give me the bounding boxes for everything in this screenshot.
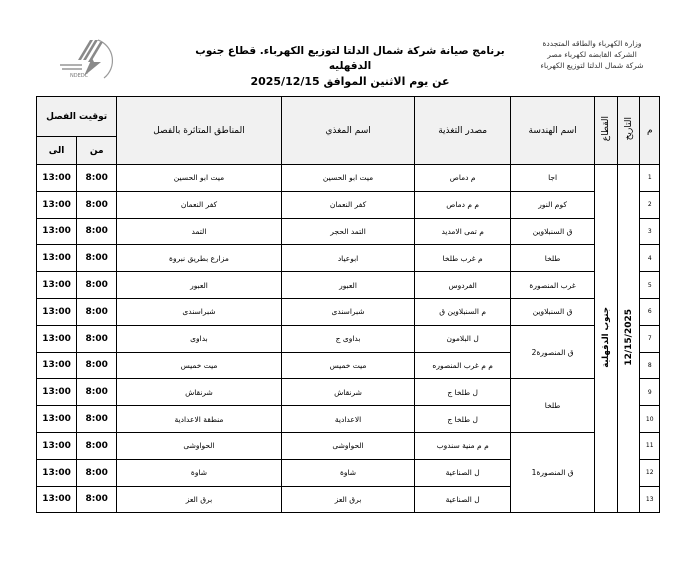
- table-row: [37, 298, 660, 325]
- header-timing: توقيت الفصل: [37, 97, 117, 137]
- header-date-label: التاريخ: [623, 117, 634, 141]
- to-time-cell: 13:00: [37, 432, 77, 459]
- document-title: [180, 44, 520, 89]
- feeder-cell: شبراسندى: [281, 298, 415, 325]
- areas-cell: العبور: [117, 272, 281, 299]
- row-number: 11: [640, 432, 660, 459]
- header-from: من: [77, 137, 117, 165]
- source-cell: ل طلخا ج: [415, 406, 511, 433]
- sector-cell: [595, 165, 618, 513]
- feeder-cell: ميت ابو الحسين: [281, 165, 415, 192]
- ministry-line: وزارة الكهرباء والطاقه المتجددة: [542, 39, 642, 48]
- lightning-logo-icon: [54, 34, 114, 88]
- table-row: [37, 272, 660, 299]
- header-engineering: اسم الهندسة: [510, 97, 594, 165]
- table-row: [37, 191, 660, 218]
- from-time-cell: 8:00: [77, 486, 117, 513]
- engineering-cell: اجا: [510, 165, 594, 192]
- row-number: 2: [640, 191, 660, 218]
- engineering-cell: غرب المنصورة: [510, 272, 594, 299]
- header-num: م: [640, 97, 660, 165]
- areas-cell: الحواوشى: [117, 432, 281, 459]
- engineering-cell: كوم النور: [510, 191, 594, 218]
- table-row: [37, 245, 660, 272]
- engineering-cell: طلخا: [510, 245, 594, 272]
- feeder-cell: ميت خميس: [281, 352, 415, 379]
- table-row: [37, 165, 660, 192]
- from-time-cell: 8:00: [77, 459, 117, 486]
- header-feeder: اسم المغذي: [281, 97, 415, 165]
- to-time-cell: 13:00: [37, 191, 77, 218]
- areas-cell: شبراسندى: [117, 298, 281, 325]
- areas-cell: كفر النعمان: [117, 191, 281, 218]
- areas-cell: شاوة: [117, 459, 281, 486]
- source-cell: م غرب طلخا: [415, 245, 511, 272]
- areas-cell: شرنقاش: [117, 379, 281, 406]
- header-areas: المناطق المتاثرة بالفصل: [117, 97, 281, 165]
- to-time-cell: 13:00: [37, 165, 77, 192]
- row-number: 9: [640, 379, 660, 406]
- row-number: 8: [640, 352, 660, 379]
- row-number: 12: [640, 459, 660, 486]
- engineering-cell: ق المنصورة1: [510, 432, 594, 512]
- feeder-cell: بداوى ج: [281, 325, 415, 352]
- company-logo: [54, 34, 114, 88]
- sector-value: جنوب الدقهلية: [601, 307, 612, 369]
- row-number: 7: [640, 325, 660, 352]
- source-cell: ل البلامون: [415, 325, 511, 352]
- source-cell: م م دماص: [415, 191, 511, 218]
- from-time-cell: 8:00: [77, 245, 117, 272]
- to-time-cell: 13:00: [37, 218, 77, 245]
- from-time-cell: 8:00: [77, 379, 117, 406]
- from-time-cell: 8:00: [77, 298, 117, 325]
- feeder-cell: ابوعياد: [281, 245, 415, 272]
- feeder-cell: شاوة: [281, 459, 415, 486]
- to-time-cell: 13:00: [37, 352, 77, 379]
- feeder-cell: العبور: [281, 272, 415, 299]
- engineering-cell: ق السنبلاوين: [510, 298, 594, 325]
- from-time-cell: 8:00: [77, 272, 117, 299]
- source-cell: م م غرب المنصوره: [415, 352, 511, 379]
- table-row: [37, 325, 660, 352]
- title-line-1: برنامج صيانة شركة شمال الدلتا لتوزيع الكهرباء. قطاع جنوب الدقهليه: [195, 45, 505, 72]
- to-time-cell: 13:00: [37, 379, 77, 406]
- row-number: 13: [640, 486, 660, 513]
- to-time-cell: 13:00: [37, 272, 77, 299]
- row-number: 3: [640, 218, 660, 245]
- from-time-cell: 8:00: [77, 218, 117, 245]
- date-cell: [617, 165, 640, 513]
- header-sector-label: القطاع: [601, 116, 612, 142]
- maintenance-schedule-table: [36, 96, 660, 513]
- row-number: 10: [640, 406, 660, 433]
- row-number: 4: [640, 245, 660, 272]
- areas-cell: التمد: [117, 218, 281, 245]
- feeder-cell: برق العز: [281, 486, 415, 513]
- from-time-cell: 8:00: [77, 406, 117, 433]
- source-cell: ل الصناعية: [415, 486, 511, 513]
- header-source: مصدر التغذية: [415, 97, 511, 165]
- from-time-cell: 8:00: [77, 432, 117, 459]
- areas-cell: منطقة الاعدادية: [117, 406, 281, 433]
- ministry-line: شركة شمال الدلتا لتوزيع الكهرباء: [540, 61, 644, 70]
- areas-cell: مزارع بطريق نبروة: [117, 245, 281, 272]
- header-date: [617, 97, 640, 165]
- header-sector: [595, 97, 618, 165]
- ministry-header: [528, 38, 656, 71]
- row-number: 1: [640, 165, 660, 192]
- feeder-cell: شرنقاش: [281, 379, 415, 406]
- source-cell: ل طلخا ج: [415, 379, 511, 406]
- source-cell: الفردوس: [415, 272, 511, 299]
- to-time-cell: 13:00: [37, 298, 77, 325]
- ministry-line: الشركه القابضه لكهرباء مصر: [547, 50, 637, 59]
- areas-cell: برق العز: [117, 486, 281, 513]
- feeder-cell: الاعدادية: [281, 406, 415, 433]
- to-time-cell: 13:00: [37, 245, 77, 272]
- source-cell: م م منية سندوب: [415, 432, 511, 459]
- engineering-cell: طلخا: [510, 379, 594, 433]
- from-time-cell: 8:00: [77, 325, 117, 352]
- table-row: [37, 432, 660, 459]
- areas-cell: بداوى: [117, 325, 281, 352]
- logo-text: NDEDC: [70, 73, 89, 79]
- areas-cell: ميت ابو الحسين: [117, 165, 281, 192]
- from-time-cell: 8:00: [77, 191, 117, 218]
- engineering-cell: ق المنصورة2: [510, 325, 594, 379]
- to-time-cell: 13:00: [37, 325, 77, 352]
- feeder-cell: كفر النعمان: [281, 191, 415, 218]
- date-value: 12/15/2025: [623, 309, 634, 367]
- source-cell: م تمى الامديد: [415, 218, 511, 245]
- table-row: [37, 379, 660, 406]
- source-cell: م دماص: [415, 165, 511, 192]
- table-row: [37, 218, 660, 245]
- areas-cell: ميت خميس: [117, 352, 281, 379]
- title-line-2: عن يوم الاثنين الموافق 2025/12/15: [250, 75, 450, 88]
- header-to: الى: [37, 137, 77, 165]
- source-cell: م السنبلاوين ق: [415, 298, 511, 325]
- to-time-cell: 13:00: [37, 486, 77, 513]
- to-time-cell: 13:00: [37, 406, 77, 433]
- from-time-cell: 8:00: [77, 165, 117, 192]
- engineering-cell: ق السنبلاوين: [510, 218, 594, 245]
- feeder-cell: الحواوشى: [281, 432, 415, 459]
- row-number: 6: [640, 298, 660, 325]
- source-cell: ل الصناعية: [415, 459, 511, 486]
- row-number: 5: [640, 272, 660, 299]
- feeder-cell: التمد الحجر: [281, 218, 415, 245]
- from-time-cell: 8:00: [77, 352, 117, 379]
- to-time-cell: 13:00: [37, 459, 77, 486]
